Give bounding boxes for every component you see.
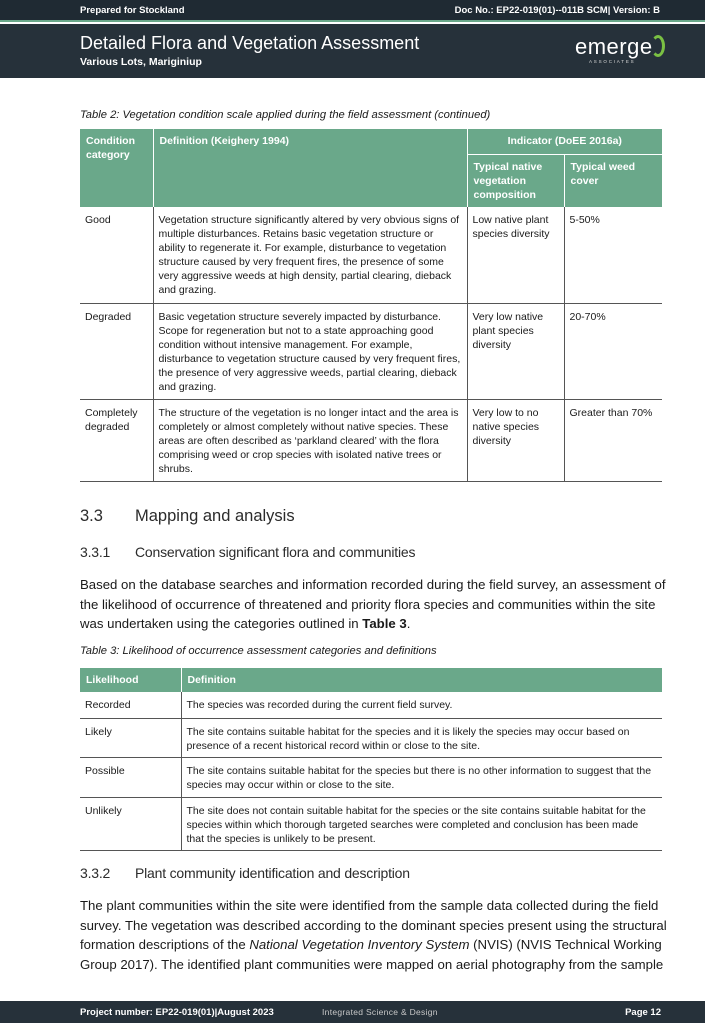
table-row [80, 207, 662, 303]
weed-cover: 5-50% [564, 207, 662, 303]
header-weed-cover: Typical weed cover [564, 154, 662, 207]
logo-swoosh-icon [651, 35, 665, 57]
table-row [80, 303, 662, 399]
document-subtitle: Various Lots, Mariginiup [80, 56, 202, 68]
emerge-logo [575, 34, 665, 70]
section-number: 3.3.1 [80, 544, 111, 560]
table-row [80, 399, 662, 481]
paragraph-text: The plant communities within the site were identified from the sample data collected during the field survey. The vegetation was described according to the dominant species present using the structural formation descriptions of the [80, 898, 667, 952]
section-title: Mapping and analysis [135, 507, 295, 525]
table-row [80, 692, 662, 718]
section-heading-3-3-1 [80, 544, 415, 560]
native-composition: Very low to no native species diversity [467, 399, 564, 481]
table-row [80, 718, 662, 757]
likelihood-value: Unlikely [80, 797, 181, 850]
likelihood-table [80, 668, 662, 851]
condition-definition: Basic vegetation structure severely impacted by disturbance. Scope for regeneration but not to a state approaching good condition without intensive management. For example, disturbance to vegetation structure caused by very frequent fires, the presence of very aggressive weeds, partial clearing, dieback and grazing. [153, 303, 467, 399]
table3-caption: Table 3: Likelihood of occurrence assessment categories and definitions [80, 645, 437, 657]
table2-caption: Table 2: Vegetation condition scale applied during the field assessment (continued) [80, 109, 491, 121]
condition-category: Degraded [80, 303, 153, 399]
prepared-for: Prepared for Stockland [80, 5, 185, 16]
section-title: Conservation significant flora and communities [135, 544, 416, 560]
likelihood-definition: The species was recorded during the current field survey. [181, 692, 662, 718]
likelihood-paragraph [80, 575, 670, 634]
condition-category: Completely degraded [80, 399, 153, 481]
native-composition: Very low native plant species diversity [467, 303, 564, 399]
section-heading-3-3-2 [80, 865, 410, 881]
paragraph-text-continued: (NVIS) (NVIS Technical Working Group 2017). The identified plant communities were mapped on aerial photography from the sample [80, 937, 664, 972]
header-definition: Definition [181, 668, 662, 692]
plant-community-paragraph [80, 896, 670, 974]
header-native-composition: Typical native vegetation composition [467, 154, 564, 207]
document-title: Detailed Flora and Vegetation Assessment [80, 33, 420, 53]
section-number: 3.3 [80, 507, 103, 525]
section-heading-3-3 [80, 507, 295, 526]
section-number: 3.3.2 [80, 865, 111, 881]
condition-definition: The structure of the vegetation is no longer intact and the area is completely or almost completely without native species. These areas are often described as ‘parkland cleared’ with the flora comprising weed or crop species with isolated native trees or shrubs. [153, 399, 467, 481]
logo-tag: ASSOCIATES [589, 59, 636, 64]
paragraph-end: . [406, 616, 411, 631]
header-definition: Definition (Keighery 1994) [153, 129, 467, 207]
logo-word: emerge [575, 34, 653, 59]
section-title: Plant community identification and description [135, 865, 410, 881]
likelihood-definition: The site contains suitable habitat for the species and it is likely the species may occur based on presence of a recent historical record within or close to the site. [181, 718, 662, 757]
page-number: Page 12 [625, 1007, 661, 1018]
header-indicator: Indicator (DoEE 2016a) [467, 129, 662, 154]
nvis-title: National Vegetation Inventory System [249, 937, 470, 952]
weed-cover: Greater than 70% [564, 399, 662, 481]
header-condition-category: Condition category [80, 129, 153, 207]
table-row [80, 797, 662, 850]
likelihood-value: Possible [80, 757, 181, 797]
condition-scale-table [80, 129, 662, 482]
native-composition: Low native plant species diversity [467, 207, 564, 303]
likelihood-definition: The site contains suitable habitat for the species but there is no other information to suggest that the species may occur within or close to the site. [181, 757, 662, 797]
likelihood-value: Recorded [80, 692, 181, 718]
likelihood-definition: The site does not contain suitable habitat for the species or the site contains suitable habitat for the species within which thorough targeted searches were completed and conclusion has been made that the species is unlikely to be present. [181, 797, 662, 850]
condition-definition: Vegetation structure significantly altered by very obvious signs of multiple disturbances. Retains basic vegetation structure or ability to regenerate it. For example, disturbance to vegetation structure caused by very frequent fires, the presence of some very aggressive weeds at high density, partial clearing, dieback and grazing. [153, 207, 467, 303]
footer-tagline: Integrated Science & Design [322, 1007, 438, 1017]
page-footer [0, 1001, 705, 1023]
header-likelihood: Likelihood [80, 668, 181, 692]
weed-cover: 20-70% [564, 303, 662, 399]
paragraph-text: Based on the database searches and information recorded during the field survey, an assessment of the likelihood of occurrence of threatened and priority flora species and communities within the site was undertaken using the categories outlined in [80, 577, 666, 631]
project-number: Project number: EP22-019(01)|August 2023 [80, 1007, 274, 1018]
table3-reference-link[interactable]: Table 3 [362, 616, 407, 631]
likelihood-value: Likely [80, 718, 181, 757]
document-header [0, 24, 705, 78]
condition-category: Good [80, 207, 153, 303]
top-bar [0, 0, 705, 22]
doc-info: Doc No.: EP22-019(01)--011B SCM| Version: B [454, 5, 660, 16]
table-row [80, 757, 662, 797]
